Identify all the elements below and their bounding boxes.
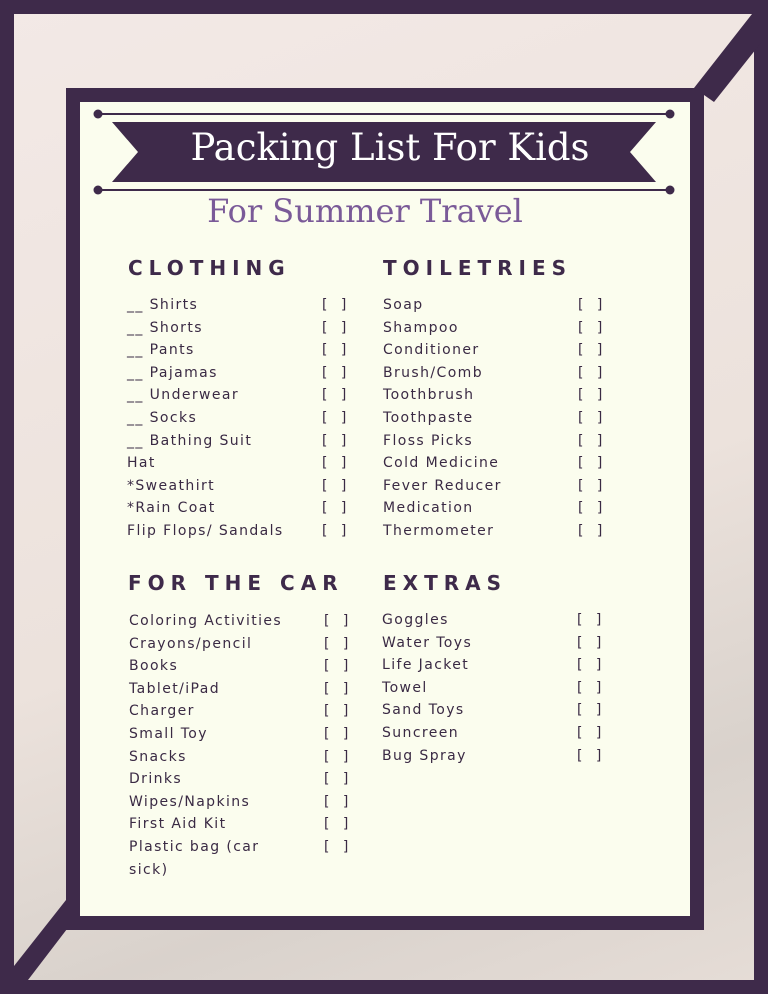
item-label: Conditioner <box>383 342 480 359</box>
checklist-item <box>382 654 612 677</box>
checkbox[interactable]: [ ] <box>577 702 602 719</box>
checkbox[interactable]: [ ] <box>322 432 347 449</box>
checkbox[interactable]: [ ] <box>578 387 603 404</box>
checklist-item <box>129 746 359 769</box>
clothing-list <box>127 294 357 543</box>
checklist-item <box>383 430 613 453</box>
checkbox[interactable]: [ ] <box>324 748 349 765</box>
item-label: Brush/Comb <box>383 364 483 381</box>
checkbox[interactable]: [ ] <box>322 409 347 426</box>
item-label: __ Pajamas <box>127 364 218 381</box>
checkbox[interactable]: [ ] <box>578 297 603 313</box>
item-label: Books <box>129 658 179 675</box>
checklist-item <box>383 497 613 520</box>
checkbox[interactable]: [ ] <box>578 432 603 449</box>
checklist-item <box>383 407 613 430</box>
item-label: Toothbrush <box>383 387 475 404</box>
checklist-item <box>127 339 357 362</box>
item-label: Flip Flops/ Sandals <box>127 522 284 539</box>
checklist-item <box>127 362 357 385</box>
checkbox[interactable]: [ ] <box>577 679 602 696</box>
checklist-item <box>129 700 359 723</box>
checkbox[interactable]: [ ] <box>577 724 602 741</box>
checkbox[interactable]: [ ] <box>577 612 602 628</box>
checklist-item <box>383 362 613 385</box>
car-heading: FOR THE CAR <box>128 571 344 595</box>
checkbox[interactable]: [ ] <box>322 319 347 336</box>
item-label: Fever Reducer <box>383 477 502 494</box>
item-label: Crayons/pencil <box>129 635 253 652</box>
checkbox[interactable]: [ ] <box>578 455 603 472</box>
checkbox[interactable]: [ ] <box>322 455 347 472</box>
item-label: Snacks <box>129 748 187 765</box>
checklist-item <box>127 407 357 430</box>
item-label: Suncreen <box>382 724 460 741</box>
extras-list <box>382 609 612 767</box>
item-label: Tablet/iPad <box>129 680 220 697</box>
checklist-item <box>382 722 612 745</box>
checkbox[interactable]: [ ] <box>322 500 347 517</box>
car-list <box>129 610 359 881</box>
checkbox[interactable]: [ ] <box>577 657 602 674</box>
checkbox[interactable]: [ ] <box>324 703 349 720</box>
checklist-item <box>382 699 612 722</box>
checklist-item <box>382 677 612 700</box>
checklist-item <box>129 813 359 836</box>
page-subtitle: For Summer Travel <box>207 192 523 230</box>
item-label: Medication <box>383 500 474 517</box>
checklist-item <box>129 610 359 633</box>
item-label: Toothpaste <box>383 409 474 426</box>
checklist-item <box>127 294 357 317</box>
checklist-item <box>383 475 613 498</box>
item-label: __ Shirts <box>127 297 199 313</box>
checklist-item <box>383 294 613 317</box>
item-label: First Aid Kit <box>129 816 227 833</box>
item-label: __ Pants <box>127 342 195 359</box>
item-label: __ Socks <box>127 409 198 426</box>
checklist-item <box>383 452 613 475</box>
item-label: Coloring Activities <box>129 613 283 629</box>
checkbox[interactable]: [ ] <box>322 342 347 359</box>
checklist-item <box>127 497 357 520</box>
checklist-item <box>129 633 359 656</box>
item-label: Small Toy <box>129 725 208 742</box>
checklist-item <box>382 609 612 632</box>
checkbox[interactable]: [ ] <box>322 477 347 494</box>
item-label: Goggles <box>382 612 449 628</box>
checklist-item <box>127 452 357 475</box>
checklist-item <box>383 317 613 340</box>
checklist-item <box>127 520 357 543</box>
item-label: Floss Picks <box>383 432 474 449</box>
item-label: Water Toys <box>382 634 473 651</box>
item-label: Cold Medicine <box>383 455 500 472</box>
checklist-item <box>383 339 613 362</box>
checkbox[interactable]: [ ] <box>322 387 347 404</box>
checkbox[interactable]: [ ] <box>322 364 347 381</box>
checklist-item <box>127 317 357 340</box>
checkbox[interactable]: [ ] <box>578 342 603 359</box>
checkbox[interactable]: [ ] <box>324 635 349 652</box>
checkbox[interactable]: [ ] <box>322 297 347 313</box>
checkbox[interactable]: [ ] <box>577 634 602 651</box>
checkbox[interactable]: [ ] <box>578 319 603 336</box>
checklist-item <box>127 430 357 453</box>
item-label: Sand Toys <box>382 702 465 719</box>
checkbox[interactable]: [ ] <box>578 522 603 539</box>
checkbox[interactable]: [ ] <box>324 771 349 788</box>
checkbox[interactable]: [ ] <box>324 613 349 629</box>
checklist-item <box>127 475 357 498</box>
item-label: Plastic bag (car sick) <box>129 838 260 878</box>
checkbox[interactable]: [ ] <box>578 500 603 517</box>
checklist-item <box>382 632 612 655</box>
checkbox[interactable]: [ ] <box>578 477 603 494</box>
checkbox[interactable]: [ ] <box>324 725 349 742</box>
item-label: Towel <box>382 679 428 696</box>
checklist-item <box>129 836 359 881</box>
item-label: __ Shorts <box>127 319 203 336</box>
item-label: Shampoo <box>383 319 459 336</box>
checkbox[interactable]: [ ] <box>577 747 602 764</box>
item-label: *Sweathirt <box>127 477 216 494</box>
item-label: Soap <box>383 297 424 313</box>
page-title: Packing List For Kids <box>190 126 590 169</box>
checkbox[interactable]: [ ] <box>324 658 349 675</box>
checkbox[interactable]: [ ] <box>324 680 349 697</box>
item-label: Hat <box>127 455 156 472</box>
item-label: *Rain Coat <box>127 500 216 517</box>
checkbox[interactable]: [ ] <box>578 409 603 426</box>
checklist-item <box>383 384 613 407</box>
checklist-item <box>382 745 612 768</box>
extras-heading: EXTRAS <box>383 571 508 595</box>
checkbox[interactable]: [ ] <box>322 522 347 539</box>
toiletries-list <box>383 294 613 543</box>
toiletries-heading: TOILETRIES <box>383 256 573 280</box>
checklist-item <box>129 678 359 701</box>
item-label: Bug Spray <box>382 747 467 764</box>
checklist-item <box>383 520 613 543</box>
item-label: __ Underwear <box>127 387 240 404</box>
checkbox[interactable]: [ ] <box>578 364 603 381</box>
item-label: Charger <box>129 703 195 720</box>
checklist-item <box>129 768 359 791</box>
item-label: Wipes/Napkins <box>129 793 251 810</box>
checklist-item <box>129 655 359 678</box>
checkbox[interactable]: [ ] <box>324 816 349 833</box>
checkbox[interactable]: [ ] <box>324 838 349 855</box>
item-label: Drinks <box>129 771 183 788</box>
checklist-item <box>129 723 359 746</box>
checkbox[interactable]: [ ] <box>324 793 349 810</box>
checklist-item <box>129 791 359 814</box>
item-label: Life Jacket <box>382 657 470 674</box>
item-label: Thermometer <box>383 522 495 539</box>
clothing-heading: CLOTHING <box>128 256 291 280</box>
checklist-item <box>127 384 357 407</box>
item-label: __ Bathing Suit <box>127 432 253 449</box>
